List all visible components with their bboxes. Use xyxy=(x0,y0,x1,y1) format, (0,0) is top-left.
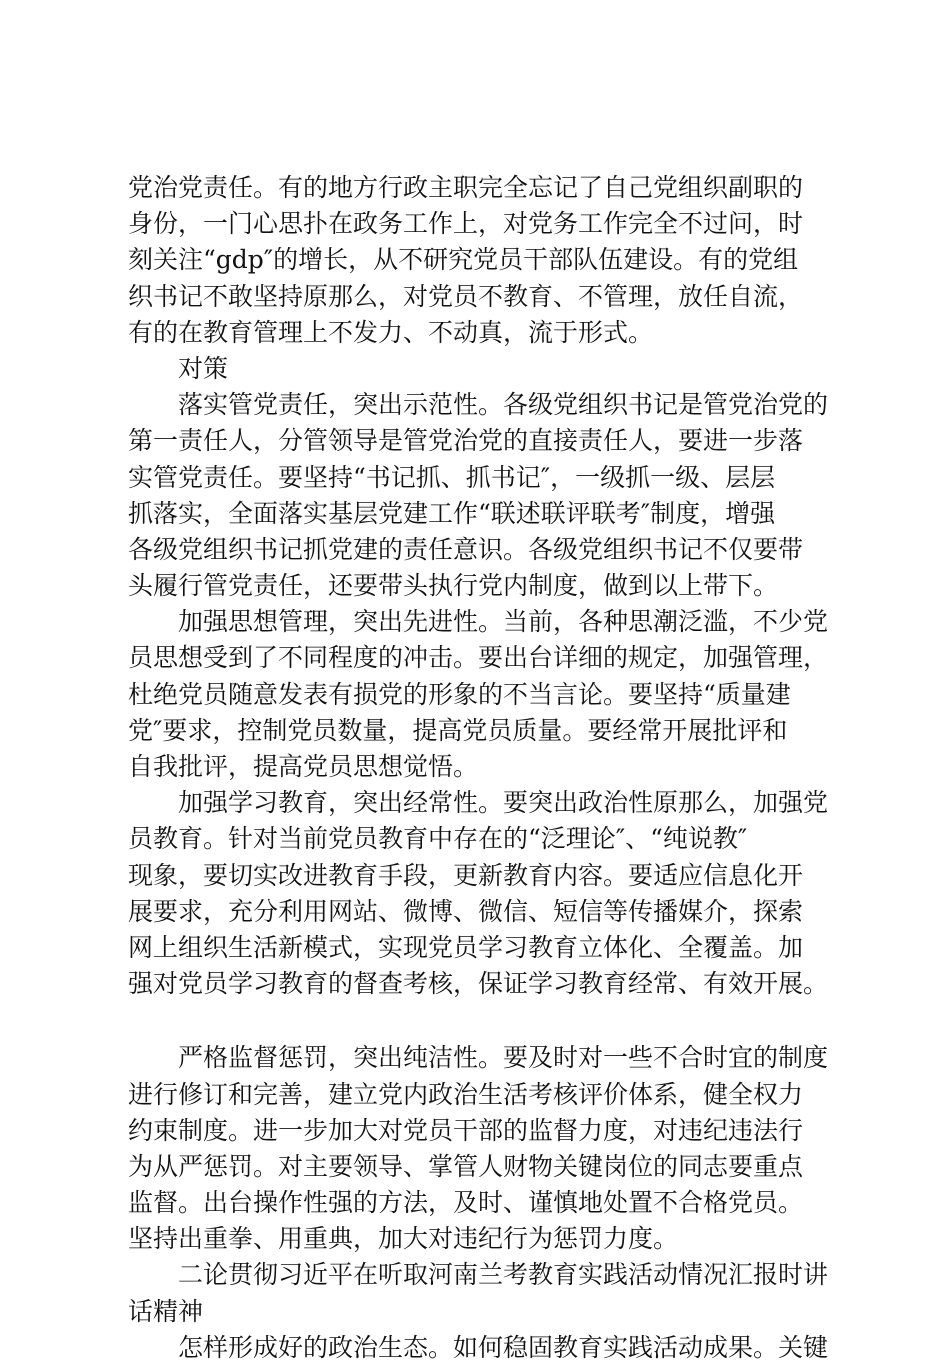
body-line: 刻关注“gdp″的增长，从不研究党员干部队伍建设。有的党组 xyxy=(128,245,799,275)
body-line: 各级党组织书记抓党建的责任意识。各级党组织书记不仅要带 xyxy=(128,534,804,564)
body-line: 实管党责任。要坚持“书记抓、抓书记″，一级抓一级、层层 xyxy=(128,462,776,492)
body-line: 党″要求，控制党员数量，提高党员质量。要经常开展批评和 xyxy=(128,715,788,745)
body-line: 织书记不敢坚持原那么，对党员不教育、不管理，放任自流， xyxy=(128,281,804,311)
body-line: 自我批评，提高党员思想觉悟。 xyxy=(128,752,479,781)
paragraph-first-line: 落实管党责任，突出示范性。各级党组织书记是管党治党的 xyxy=(178,390,829,420)
paragraph-first-line: 严格监督惩罚，突出纯洁性。要及时对一些不合时宜的制度 xyxy=(178,1043,829,1073)
body-line: 现象，要切实改进教育手段，更新教育内容。要适应信息化开 xyxy=(128,860,804,890)
section-heading: 对策 xyxy=(178,353,229,383)
paragraph-first-line: 怎样形成好的政治生态。如何稳固教育实践活动成果。关键 xyxy=(178,1332,829,1362)
body-line: 展要求，充分利用网站、微博、微信、短信等传播媒介，探索 xyxy=(128,896,804,926)
body-line: 头履行管党责任，还要带头执行党内制度，做到以上带下。 xyxy=(128,571,779,601)
body-line: 约束制度。进一步加大对党员干部的监督力度，对违纪违法行 xyxy=(128,1115,804,1145)
body-line: 网上组织生活新模式，实现党员学习教育立体化、全覆盖。加 xyxy=(128,932,804,962)
body-line: 有的在教育管理上不发力、不动真，流于形式。 xyxy=(128,317,654,347)
body-line: 进行修订和完善，建立党内政治生活考核评价体系，健全权力 xyxy=(128,1079,804,1109)
body-line: 杜绝党员随意发表有损党的形象的不当言论。要坚持“质量建 xyxy=(128,679,791,709)
body-line: 为从严惩罚。对主要领导、掌管人财物关键岗位的同志要重点 xyxy=(128,1151,804,1181)
body-line: 身份，一门心思扑在政务工作上，对党务工作完全不过问，时 xyxy=(128,209,804,239)
document-body xyxy=(128,170,848,1366)
paragraph-first-line: 加强学习教育，突出经常性。要突出政治性原那么，加强党 xyxy=(178,788,829,818)
body-line: 员思想受到了不同程度的冲击。要出台详细的规定，加强管理， xyxy=(128,643,829,673)
section-title-line: 二论贯彻习近平在听取河南兰考教育实践活动情况汇报时讲 xyxy=(178,1260,829,1290)
body-line: 强对党员学习教育的督查考核，保证学习教育经常、有效开展。 xyxy=(128,969,829,999)
paragraph-first-line: 加强思想管理，突出先进性。当前，各种思潮泛滥，不少党 xyxy=(178,607,829,637)
body-line: 第一责任人，分管领导是管党治党的直接责任人，要进一步落 xyxy=(128,426,804,456)
body-line: 党治党责任。有的地方行政主职完全忘记了自己党组织副职的 xyxy=(128,173,804,202)
body-line: 监督。出台操作性强的方法，及时、谨慎地处置不合格党员。 xyxy=(128,1188,804,1218)
body-line: 坚持出重拳、用重典，加大对违纪行为惩罚力度。 xyxy=(128,1224,679,1254)
body-line: 员教育。针对当前党员教育中存在的“泛理论″、“纯说教″ xyxy=(128,824,748,854)
section-title-line: 话精神 xyxy=(128,1296,204,1326)
body-line: 抓落实，全面落实基层党建工作“联述联评联考″制度，增强 xyxy=(128,498,776,528)
paragraph-gap xyxy=(128,1002,848,1040)
